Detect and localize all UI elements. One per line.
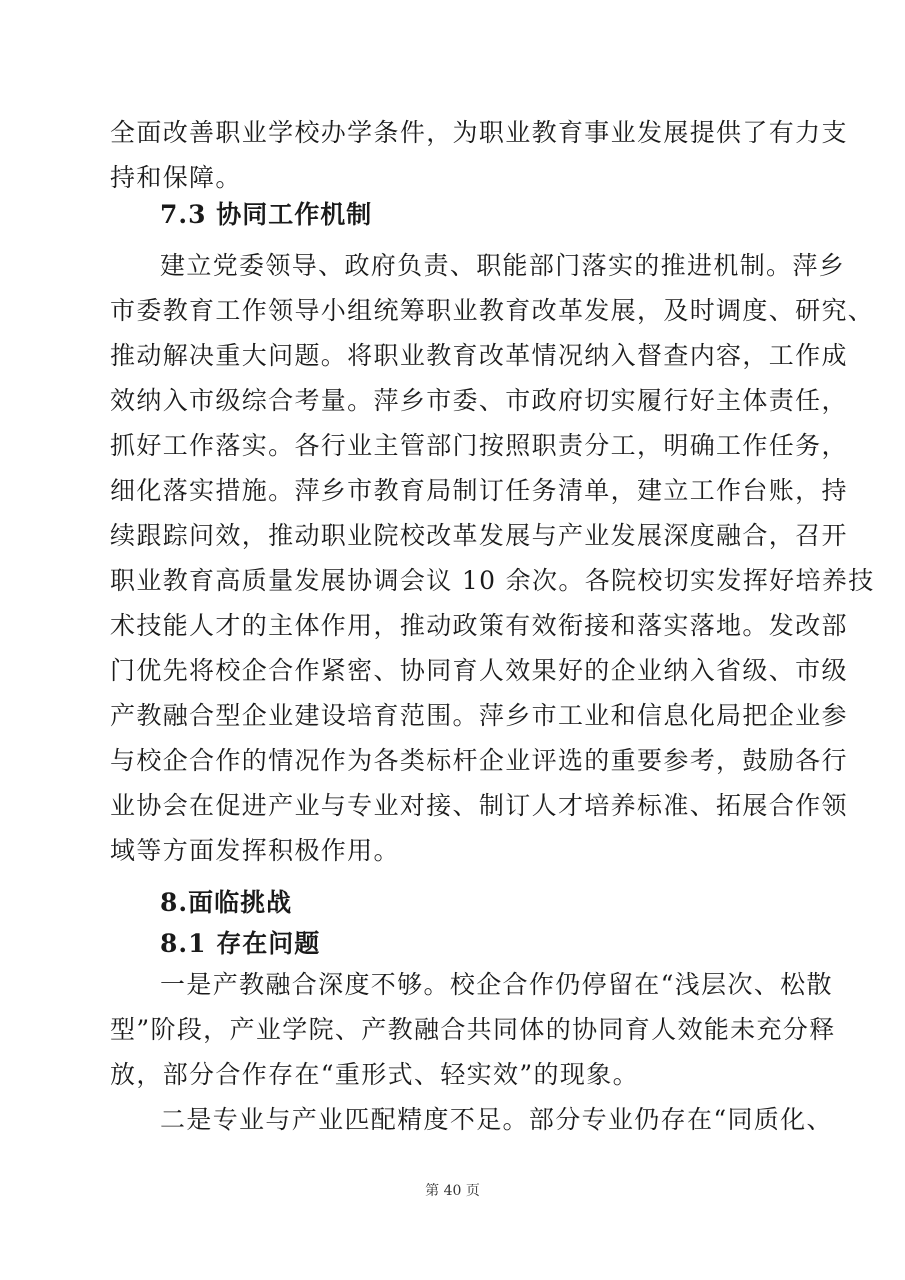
paragraph-line: 效纳入市级综合考量。萍乡市委、市政府切实履行好主体责任， — [110, 386, 848, 415]
section-heading-7-3: 7.3 协同工作机制 — [160, 200, 373, 229]
paragraph-line: 二是专业与产业匹配精度不足。部分专业仍存在“同质化、 — [160, 1105, 833, 1134]
paragraph-line: 职业教育高质量发展协调会议 10 余次。各院校切实发挥好培养技 — [110, 566, 875, 595]
paragraph-line: 一是产教融合深度不够。校企合作仍停留在“浅层次、松散 — [160, 970, 833, 999]
paragraph-line: 市委教育工作领导小组统筹职业教育改革发展，及时调度、研究、 — [110, 296, 875, 325]
paragraph-line: 与校企合作的情况作为各类标杆企业评选的重要参考，鼓励各行 — [110, 746, 848, 775]
paragraph-line: 持和保障。 — [110, 163, 242, 192]
paragraph-line: 放，部分合作存在“重形式、轻实效”的现象。 — [110, 1060, 639, 1089]
paragraph-line: 域等方面发挥积极作用。 — [110, 836, 400, 865]
page-number: 第 40 页 — [425, 1183, 480, 1199]
paragraph-line: 型”阶段，产业学院、产教融合共同体的协同育人效能未充分释 — [110, 1015, 836, 1044]
paragraph-line: 细化落实措施。萍乡市教育局制订任务清单，建立工作台账，持 — [110, 476, 848, 505]
paragraph-line: 抓好工作落实。各行业主管部门按照职责分工，明确工作任务， — [110, 431, 848, 460]
paragraph-line: 推动解决重大问题。将职业教育改革情况纳入督查内容，工作成 — [110, 341, 848, 370]
paragraph-line: 业协会在促进产业与专业对接、制订人才培养标准、拓展合作领 — [110, 791, 848, 820]
paragraph-line: 产教融合型企业建设培育范围。萍乡市工业和信息化局把企业参 — [110, 701, 848, 730]
paragraph-line: 门优先将校企合作紧密、协同育人效果好的企业纳入省级、市级 — [110, 656, 848, 685]
paragraph-line: 术技能人才的主体作用，推动政策有效衔接和落实落地。发改部 — [110, 611, 848, 640]
section-heading-8-1: 8.1 存在问题 — [160, 929, 321, 958]
paragraph-line: 续跟踪问效，推动职业院校改革发展与产业发展深度融合，召开 — [110, 521, 848, 550]
section-heading-8: 8.面临挑战 — [160, 888, 293, 917]
paragraph-line: 建立党委领导、政府负责、职能部门落实的推进机制。萍乡 — [160, 251, 846, 280]
paragraph-line: 全面改善职业学校办学条件，为职业教育事业发展提供了有力支 — [110, 118, 848, 147]
